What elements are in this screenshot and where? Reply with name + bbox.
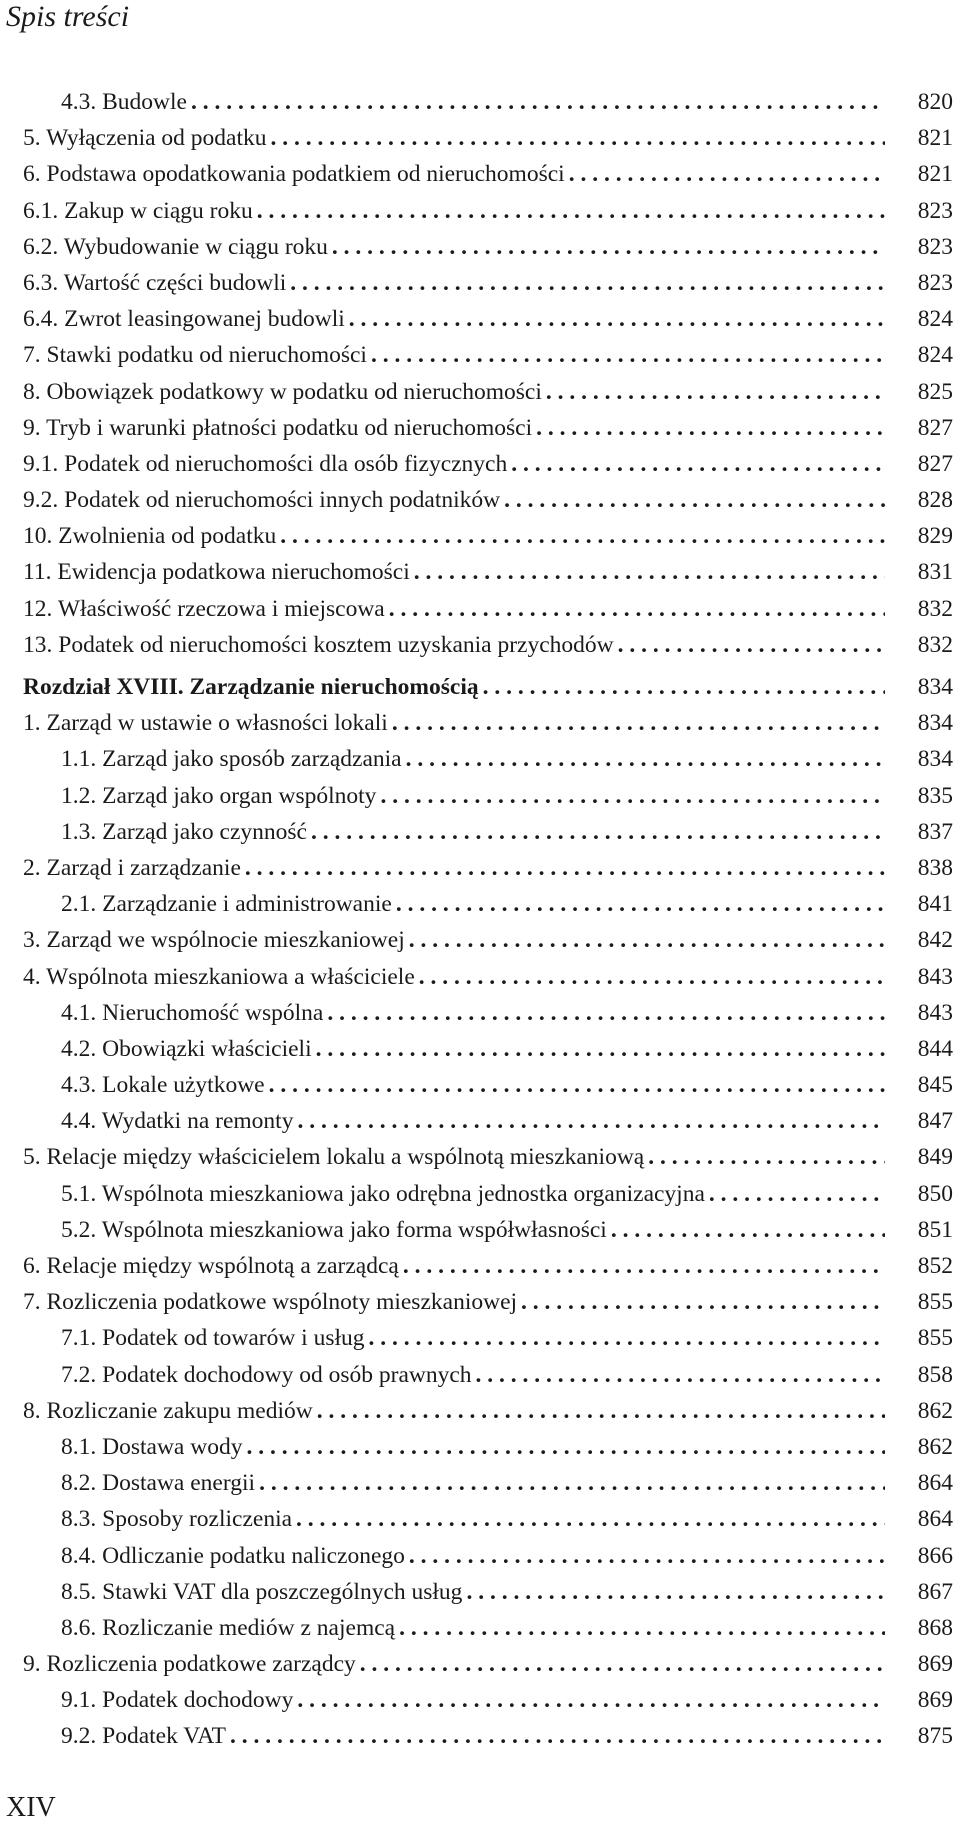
table-of-contents [23, 84, 953, 1755]
toc-entry [23, 410, 953, 446]
toc-entry-title: 4.3. Budowle [61, 89, 187, 115]
toc-entry-title: 4. Wspólnota mieszkaniowa a właściciele [23, 963, 415, 990]
toc-entry-page: 821 [917, 161, 953, 188]
toc-entry-page: 841 [917, 891, 953, 918]
toc-entry-title: 7.1. Podatek od towarów i usług [61, 1325, 365, 1352]
toc-entry-title: 1.3. Zarząd jako czynność [61, 818, 307, 845]
toc-entry-page: 843 [917, 963, 953, 990]
toc-entry-title: 4.3. Lokale użytkowe [61, 1072, 265, 1099]
toc-entry-title: 3. Zarząd we wspólnocie mieszkaniowej [23, 927, 405, 954]
toc-entry-title: 8.4. Odliczanie podatku naliczonego [61, 1542, 405, 1569]
toc-entry-page: 847 [917, 1108, 953, 1135]
toc-entry-page: 842 [917, 927, 953, 954]
toc-entry [23, 374, 953, 410]
dot-leader [403, 1248, 885, 1284]
toc-entry-page: 864 [917, 1470, 953, 1497]
toc-entry [23, 1646, 953, 1682]
dot-leader [618, 627, 885, 663]
toc-entry-page: 844 [917, 1035, 953, 1062]
toc-entry-page: 829 [917, 523, 953, 550]
toc-entry-title: 6.2. Wybudowanie w ciągu roku [23, 233, 328, 260]
toc-entry [23, 1139, 953, 1175]
toc-entry [23, 1465, 953, 1501]
toc-entry [23, 1320, 953, 1356]
toc-entry-title: 9. Rozliczenia podatkowe zarządcy [23, 1651, 356, 1678]
toc-entry-page: 850 [917, 1180, 953, 1207]
toc-entry [23, 1176, 953, 1212]
toc-entry [23, 156, 953, 192]
toc-entry-page: 834 [917, 746, 953, 773]
toc-entry-title: 6. Podstawa opodatkowania podatkiem od nieruchomości [23, 161, 565, 188]
toc-entry-page: 820 [917, 89, 953, 115]
dot-leader [371, 337, 885, 373]
toc-entry [23, 229, 953, 265]
toc-entry-title: 5.1. Wspólnota mieszkaniowa jako odrębna jednostka organizacyjna [61, 1180, 705, 1207]
toc-entry [23, 922, 953, 958]
toc-entry [23, 518, 953, 554]
toc-entry-page: 867 [917, 1578, 953, 1605]
toc-entry-page: 825 [917, 378, 953, 405]
toc-entry-page: 838 [917, 854, 953, 881]
toc-entry-page: 823 [917, 233, 953, 260]
toc-entry [23, 591, 953, 627]
toc-entry-page: 832 [917, 631, 953, 658]
dot-leader [483, 669, 885, 705]
dot-leader [360, 1646, 885, 1682]
toc-entry-page: 835 [917, 782, 953, 809]
dot-leader [466, 1574, 885, 1610]
dot-leader [521, 1284, 885, 1320]
dot-leader [709, 1176, 885, 1212]
toc-entry-title: 8.5. Stawki VAT dla poszczególnych usług [61, 1578, 463, 1605]
toc-entry-title: 9. Tryb i warunki płatności podatku od nieruchomości [23, 414, 533, 441]
toc-entry-page: 832 [917, 595, 953, 622]
toc-entry-title: 8.6. Rozliczanie mediów z najemcą [61, 1614, 396, 1641]
toc-entry-page: 834 [917, 710, 953, 737]
dot-leader [546, 374, 885, 410]
toc-entry [23, 814, 953, 850]
toc-entry [23, 1031, 953, 1067]
toc-entry [23, 1538, 953, 1574]
toc-entry-title: 6.4. Zwrot leasingowanej budowli [23, 306, 345, 333]
toc-entry [23, 446, 953, 482]
toc-entry [23, 1682, 953, 1718]
toc-entry [23, 1212, 953, 1248]
dot-leader [504, 482, 885, 518]
toc-entry [23, 1574, 953, 1610]
toc-entry [23, 1718, 953, 1754]
dot-leader [297, 1682, 885, 1718]
toc-entry-title: 6.3. Wartość części budowli [23, 269, 287, 296]
dot-leader [259, 1465, 885, 1501]
toc-entry [23, 850, 953, 886]
dot-leader [327, 995, 885, 1031]
dot-leader [230, 1718, 885, 1754]
toc-entry [23, 1610, 953, 1646]
dot-leader [392, 705, 885, 741]
dot-leader [280, 518, 885, 554]
toc-entry-page: 845 [917, 1072, 953, 1099]
toc-entry-title: 8.1. Dostawa wody [61, 1433, 243, 1460]
toc-entry [23, 741, 953, 777]
toc-entry-page: 827 [917, 414, 953, 441]
toc-entry [23, 705, 953, 741]
toc-entry-page: 824 [917, 306, 953, 333]
toc-entry-page: 866 [917, 1542, 953, 1569]
toc-entry-title: 7. Stawki podatku od nieruchomości [23, 342, 367, 369]
toc-entry [23, 1284, 953, 1320]
toc-entry [23, 959, 953, 995]
dot-leader [406, 741, 885, 777]
dot-leader [399, 1610, 885, 1646]
toc-entry-page: 875 [917, 1723, 953, 1750]
dot-leader [349, 301, 885, 337]
dot-leader [246, 1429, 885, 1465]
dot-leader [245, 850, 885, 886]
dot-leader [511, 446, 885, 482]
toc-entry-page: 828 [917, 487, 953, 514]
dot-leader [476, 1357, 885, 1393]
toc-entry-page: 864 [917, 1506, 953, 1533]
toc-entry-page: 834 [917, 674, 953, 700]
dot-leader [311, 814, 885, 850]
toc-entry-title: 8.2. Dostawa energii [61, 1470, 256, 1497]
dot-leader [380, 778, 885, 814]
dot-leader [389, 591, 885, 627]
toc-entry-title: 4.4. Wydatki na remonty [61, 1108, 294, 1135]
toc-entry-page: 827 [917, 450, 953, 477]
toc-entry-title: 2. Zarząd i zarządzanie [23, 854, 241, 881]
toc-entry-title: 13. Podatek od nieruchomości kosztem uzyskania przychodów [23, 631, 614, 658]
toc-entry-title: 8. Rozliczanie zakupu mediów [23, 1397, 313, 1424]
toc-entry-title: 12. Właściwość rzeczowa i miejscowa [23, 595, 385, 622]
toc-entry-title: 4.1. Nieruchomość wspólna [61, 999, 324, 1026]
toc-entry [23, 778, 953, 814]
toc-entry [23, 995, 953, 1031]
toc-entry-title: 9.1. Podatek dochodowy [61, 1687, 294, 1714]
toc-entry [23, 301, 953, 337]
dot-leader [648, 1139, 885, 1175]
toc-entry-page: 821 [917, 125, 953, 152]
toc-entry [23, 120, 953, 156]
toc-entry-page: 823 [917, 197, 953, 224]
toc-entry [23, 554, 953, 590]
dot-leader [409, 1538, 885, 1574]
toc-entry-title: Rozdział XVIII. Zarządzanie nieruchomością [23, 674, 479, 700]
toc-entry-title: 2.1. Zarządzanie i administrowanie [61, 891, 392, 918]
toc-entry-page: 823 [917, 269, 953, 296]
toc-entry-page: 852 [917, 1253, 953, 1279]
toc-entry-page: 843 [917, 999, 953, 1026]
toc-entry [23, 627, 953, 663]
dot-leader [257, 193, 885, 229]
toc-entry-title: 10. Zwolnienia od podatku [23, 523, 277, 550]
dot-leader [297, 1103, 885, 1139]
toc-entry-page: 849 [917, 1144, 953, 1171]
dot-leader [536, 410, 885, 446]
toc-entry [23, 1357, 953, 1393]
toc-entry-title: 5. Wyłączenia od podatku [23, 125, 267, 152]
dot-leader [569, 156, 885, 192]
page-number: XIV [6, 1792, 56, 1823]
toc-entry-page: 869 [917, 1651, 953, 1678]
toc-entry [23, 482, 953, 518]
toc-entry-title: 8.3. Sposoby rozliczenia [61, 1506, 293, 1533]
toc-entry-page: 837 [917, 818, 953, 845]
toc-entry-page: 869 [917, 1687, 953, 1714]
toc-entry-title: 6. Relacje między wspólnotą a zarządcą [23, 1253, 399, 1279]
toc-entry-title: 9.2. Podatek VAT [61, 1723, 226, 1750]
running-header: Spis treści [6, 0, 130, 33]
toc-entry-title: 5. Relacje między właścicielem lokalu a wspólnotą mieszkaniową [23, 1144, 645, 1171]
toc-entry-title: 9.2. Podatek od nieruchomości innych podatników [23, 487, 501, 514]
toc-entry [23, 1429, 953, 1465]
toc-entry [23, 1103, 953, 1139]
dot-leader [414, 554, 885, 590]
toc-entry-title: 1. Zarząd w ustawie o własności lokali [23, 710, 388, 737]
toc-entry-title: 11. Ewidencja podatkowa nieruchomości [23, 559, 410, 586]
dot-leader [396, 886, 885, 922]
toc-entry-page: 868 [917, 1614, 953, 1641]
toc-entry [23, 337, 953, 373]
toc-entry-page: 858 [917, 1361, 953, 1388]
dot-leader [269, 1067, 885, 1103]
toc-entry-page: 862 [917, 1433, 953, 1460]
toc-entry-page: 855 [917, 1325, 953, 1352]
dot-leader [409, 922, 885, 958]
toc-entry-page: 831 [917, 559, 953, 586]
toc-entry-title: 1.2. Zarząd jako organ wspólnoty [61, 782, 377, 809]
toc-entry [23, 1248, 953, 1284]
dot-leader [296, 1501, 885, 1537]
toc-entry [23, 193, 953, 229]
toc-entry [23, 1393, 953, 1429]
toc-entry-page: 862 [917, 1397, 953, 1424]
toc-entry-title: 5.2. Wspólnota mieszkaniowa jako forma współwłasności [61, 1216, 607, 1243]
toc-entry-title: 6.1. Zakup w ciągu roku [23, 197, 253, 224]
toc-entry-page: 855 [917, 1289, 953, 1316]
toc-entry [23, 84, 953, 120]
dot-leader [191, 84, 885, 120]
dot-leader [316, 1031, 885, 1067]
toc-entry-title: 7. Rozliczenia podatkowe wspólnoty mieszkaniowej [23, 1289, 518, 1316]
toc-entry-title: 7.2. Podatek dochodowy od osób prawnych [61, 1361, 472, 1388]
toc-entry-page: 824 [917, 342, 953, 369]
toc-entry-title: 8. Obowiązek podatkowy w podatku od nieruchomości [23, 378, 542, 405]
toc-entry-page: 851 [917, 1216, 953, 1243]
dot-leader [419, 959, 885, 995]
dot-leader [611, 1212, 885, 1248]
toc-entry-title: 4.2. Obowiązki właścicieli [61, 1035, 312, 1062]
toc-entry-title: 9.1. Podatek od nieruchomości dla osób fizycznych [23, 450, 508, 477]
dot-leader [290, 265, 885, 301]
dot-leader [271, 120, 885, 156]
toc-entry [23, 1501, 953, 1537]
dot-leader [332, 229, 885, 265]
toc-chapter-entry [23, 669, 953, 705]
dot-leader [369, 1320, 885, 1356]
toc-entry [23, 886, 953, 922]
toc-entry-title: 1.1. Zarząd jako sposób zarządzania [61, 746, 402, 773]
toc-entry [23, 1067, 953, 1103]
toc-entry [23, 265, 953, 301]
dot-leader [317, 1393, 885, 1429]
